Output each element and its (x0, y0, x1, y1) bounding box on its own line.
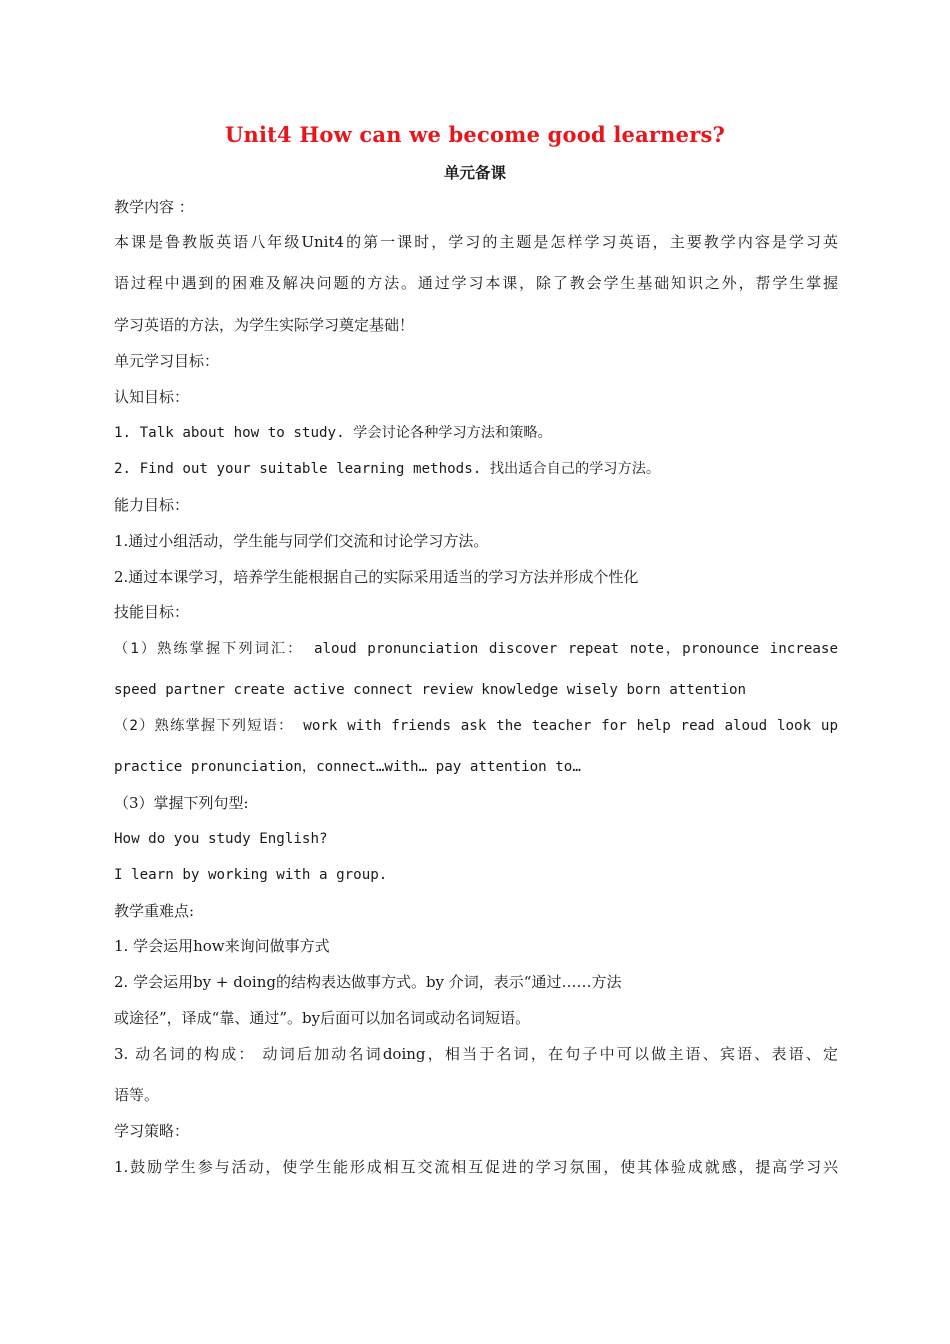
list-item: 2. Find out your suitable learning methods. 找出适合自己的学习方法。 (114, 461, 661, 477)
example-sentence: I learn by working with a group. (114, 867, 388, 883)
section-heading-content: 教学内容 ： (114, 198, 194, 216)
list-item: （1）熟练掌握下列词汇： aloud pronunciation discover repeat note，pronounce increase (114, 641, 838, 657)
list-item: 1. Talk about how to study. 学会讨论各种学习方法和策略。 (114, 425, 552, 441)
section-heading-goals: 单元学习目标： (114, 352, 220, 370)
list-item-continuation: speed partner create active connect review knowledge wisely born attention (114, 682, 747, 698)
list-item: 1.鼓励学生参与活动，使学生能形成相互交流相互促进的学习氛围，使其体验成就感，提高学习兴 (114, 1158, 838, 1176)
list-item-continuation: practice pronunciation，connect…with… pay attention to… (114, 759, 581, 775)
section-heading-ability: 能力目标： (114, 496, 190, 514)
list-item: 3. 动名词的构成： 动词后加动名词doing，相当于名词，在句子中可以做主语、宾语、表语、定 (114, 1045, 838, 1063)
section-heading-skills: 技能目标： (114, 603, 190, 621)
list-item: 2. 学会运用by + doing的结构表达做事方式。by 介词，表示“通过……方法 (114, 973, 622, 991)
document-subtitle: 单元备课 (443, 164, 506, 182)
document-title: Unit4 How can we become good learners? (225, 122, 725, 147)
list-item: 1. 学会运用how来询问做事方式 (114, 937, 330, 955)
paragraph-line: 语过程中遇到的困难及解决问题的方法。通过学习本课，除了教会学生基础知识之外，帮学生掌握 (114, 274, 838, 292)
section-heading-key-points: 教学重难点: (114, 902, 195, 920)
section-heading-cognitive: 认知目标： (114, 388, 190, 406)
paragraph-line: 学习英语的方法，为学生实际学习奠定基础！ (114, 316, 415, 334)
list-item: 1.通过小组活动，学生能与同学们交流和讨论学习方法。 (114, 532, 489, 550)
example-sentence: How do you study English? (114, 831, 328, 847)
list-item: （2）熟练掌握下列短语： work with friends ask the teacher for help read aloud look up (114, 718, 838, 734)
list-item-continuation: 或途径”，译成“靠、通过”。by后面可以加名词或动名词短语。 (114, 1009, 531, 1027)
list-item: 2.通过本课学习，培养学生能根据自己的实际采用适当的学习方法并形成个性化 (114, 568, 639, 586)
list-item-continuation: 语等。 (114, 1086, 160, 1104)
paragraph-line: 本课是鲁教版英语八年级Unit4的第一课时，学习的主题是怎样学习英语，主要教学内容是学习英 (114, 233, 838, 251)
section-heading-strategies: 学习策略： (114, 1122, 190, 1140)
list-item: （3）掌握下列句型: (114, 794, 249, 812)
